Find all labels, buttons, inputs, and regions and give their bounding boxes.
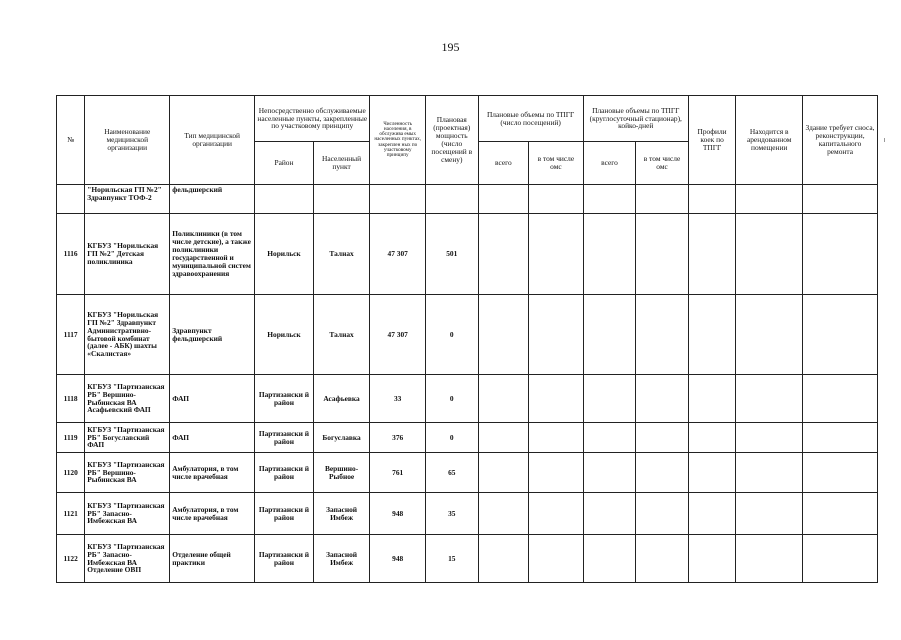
row-empty-cell [529,493,584,535]
header-plan-visits: Плановые объемы по ТПГГ (число посещений) [478,96,583,142]
row-empty-cell [529,185,584,214]
header-visits-oms: в том числе омс [529,142,584,185]
row-settlement: Талнах [313,214,370,295]
row-org-name: КГБУЗ "Партизанская РБ" Вершино-Рыбинская ВА [85,453,170,493]
header-served-group: Непосредственно обслуживаемые населенные пункты, закрепленные по участковому принципу [255,96,370,142]
row-empty-cell [736,493,803,535]
row-num: 1117 [57,295,85,375]
row-empty-cell [583,423,636,453]
row-org-name: КГБУЗ "Норильская ГП №2" Детская поликлиника [85,214,170,295]
row-empty-cell [636,453,689,493]
row-org-type: Поликлиники (в том числе детские), а также поликлиники государственной и муниципальной систем здравоохранения [170,214,255,295]
row-org-name: КГБУЗ "Партизанская РБ" Богуславский ФАП [85,423,170,453]
table-row [57,295,878,375]
row-district: Норильск [255,214,314,295]
row-org-type: ФАП [170,423,255,453]
row-empty-cell [736,295,803,375]
row-num: 1120 [57,453,85,493]
row-settlement: Талнах [313,295,370,375]
table-row [57,453,878,493]
row-num: 1116 [57,214,85,295]
row-empty-cell [478,535,529,583]
row-org-type: Здравпункт фельдшерский [170,295,255,375]
row-empty-cell [803,375,878,423]
row-empty-cell [583,295,636,375]
header-beds-oms: в том числе омс [636,142,689,185]
header-population: Численность населения, в обслужива емых населенных пунктах, закреплен ных по участковому принципу [370,96,426,185]
row-org-type: фельдшерский [170,185,255,214]
row-empty-cell [636,214,689,295]
row-empty-cell [636,375,689,423]
row-empty-cell [583,214,636,295]
row-empty-cell [583,493,636,535]
row-empty-cell [636,423,689,453]
table-row [57,423,878,453]
row-district: Партизански й район [255,535,314,583]
row-org-name: КГБУЗ "Партизанская РБ" Вершино-Рыбинская ВА Асафьевский ФАП [85,375,170,423]
page-number: 195 [441,40,460,54]
row-empty-cell [529,423,584,453]
facilities-table [56,95,878,583]
header-settlement: Населенный пункт [313,142,370,185]
row-empty-cell [688,423,736,453]
row-population: 376 [370,423,426,453]
row-empty-cell [529,535,584,583]
header-visits-total: всего [478,142,529,185]
row-empty-cell [736,423,803,453]
row-org-name: "Норильская ГП №2" Здравпункт ТОФ-2 [85,185,170,214]
header-bed-profiles: Профили коек по ТПГГ [688,96,736,185]
row-empty-cell [636,185,689,214]
row-org-name: КГБУЗ "Норильская ГП №2" Здравпункт Административно-бытовой комбинат (далее - АБК) шахты «Скалистая» [85,295,170,375]
row-capacity: 501 [425,214,478,295]
row-district: Партизански й район [255,493,314,535]
row-settlement: Запасной Имбеж [313,535,370,583]
row-empty-cell [583,375,636,423]
row-district: Партизански й район [255,375,314,423]
row-empty-cell [803,214,878,295]
table-row [57,493,878,535]
row-empty-cell [736,535,803,583]
row-empty-cell [583,185,636,214]
header-org-type: Тип медицинской организации [170,96,255,185]
row-settlement [313,185,370,214]
row-empty-cell [803,295,878,375]
row-empty-cell [478,214,529,295]
row-empty-cell [688,535,736,583]
row-empty-cell [803,493,878,535]
row-org-name: КГБУЗ "Партизанская РБ" Запасно-Имбежская ВА [85,493,170,535]
header-capacity: Плановая (проектная) мощность (число посещений в смену) [425,96,478,185]
row-population [370,185,426,214]
row-empty-cell [583,453,636,493]
row-empty-cell [736,453,803,493]
row-num: 1122 [57,535,85,583]
row-org-type: Амбулатория, в том числе врачебная [170,493,255,535]
row-empty-cell [636,535,689,583]
scan-mark [884,138,885,142]
row-empty-cell [688,214,736,295]
row-population: 761 [370,453,426,493]
row-empty-cell [636,493,689,535]
row-population: 47 307 [370,295,426,375]
row-settlement: Вершино-Рыбное [313,453,370,493]
row-empty-cell [478,493,529,535]
row-empty-cell [803,453,878,493]
header-org-name: Наименование медицинской организации [85,96,170,185]
row-empty-cell [736,375,803,423]
row-org-name: КГБУЗ "Партизанская РБ" Запасно-Имбежская ВА Отделение ОВП [85,535,170,583]
table-row [57,185,878,214]
row-empty-cell [529,214,584,295]
row-num: 1118 [57,375,85,423]
row-empty-cell [529,375,584,423]
header-plan-beds: Плановые объемы по ТПГГ (круглосуточный стационар), койко-дней [583,96,688,142]
row-empty-cell [803,423,878,453]
row-empty-cell [736,185,803,214]
row-empty-cell [688,453,736,493]
row-empty-cell [736,214,803,295]
row-num: 1119 [57,423,85,453]
row-capacity: 0 [425,423,478,453]
row-empty-cell [583,535,636,583]
row-population: 948 [370,535,426,583]
row-org-type: Отделение общей практики [170,535,255,583]
row-empty-cell [478,453,529,493]
row-empty-cell [478,423,529,453]
row-empty-cell [803,185,878,214]
row-empty-cell [803,535,878,583]
row-district [255,185,314,214]
row-capacity: 15 [425,535,478,583]
row-capacity: 65 [425,453,478,493]
row-num [57,185,85,214]
table-row [57,535,878,583]
header-num: № [57,96,85,185]
row-empty-cell [529,453,584,493]
row-empty-cell [636,295,689,375]
row-org-type: Амбулатория, в том числе врачебная [170,453,255,493]
row-empty-cell [478,295,529,375]
row-empty-cell [529,295,584,375]
row-population: 948 [370,493,426,535]
row-settlement: Богуславка [313,423,370,453]
row-empty-cell [688,185,736,214]
row-capacity: 0 [425,295,478,375]
row-settlement: Асафьевка [313,375,370,423]
table-row [57,214,878,295]
row-population: 47 307 [370,214,426,295]
row-empty-cell [688,375,736,423]
row-empty-cell [478,185,529,214]
row-district: Партизански й район [255,453,314,493]
row-empty-cell [688,295,736,375]
row-population: 33 [370,375,426,423]
row-capacity: 35 [425,493,478,535]
row-empty-cell [478,375,529,423]
row-settlement: Запасной Имбеж [313,493,370,535]
row-capacity [425,185,478,214]
header-leased: Находится в арендованном помещении [736,96,803,185]
row-capacity: 0 [425,375,478,423]
row-num: 1121 [57,493,85,535]
row-empty-cell [688,493,736,535]
header-repair: Здание требует сноса, реконструкции, капитального ремонта [803,96,878,185]
table-row [57,375,878,423]
header-beds-total: всего [583,142,636,185]
row-district: Партизански й район [255,423,314,453]
row-district: Норильск [255,295,314,375]
header-district: Район [255,142,314,185]
row-org-type: ФАП [170,375,255,423]
